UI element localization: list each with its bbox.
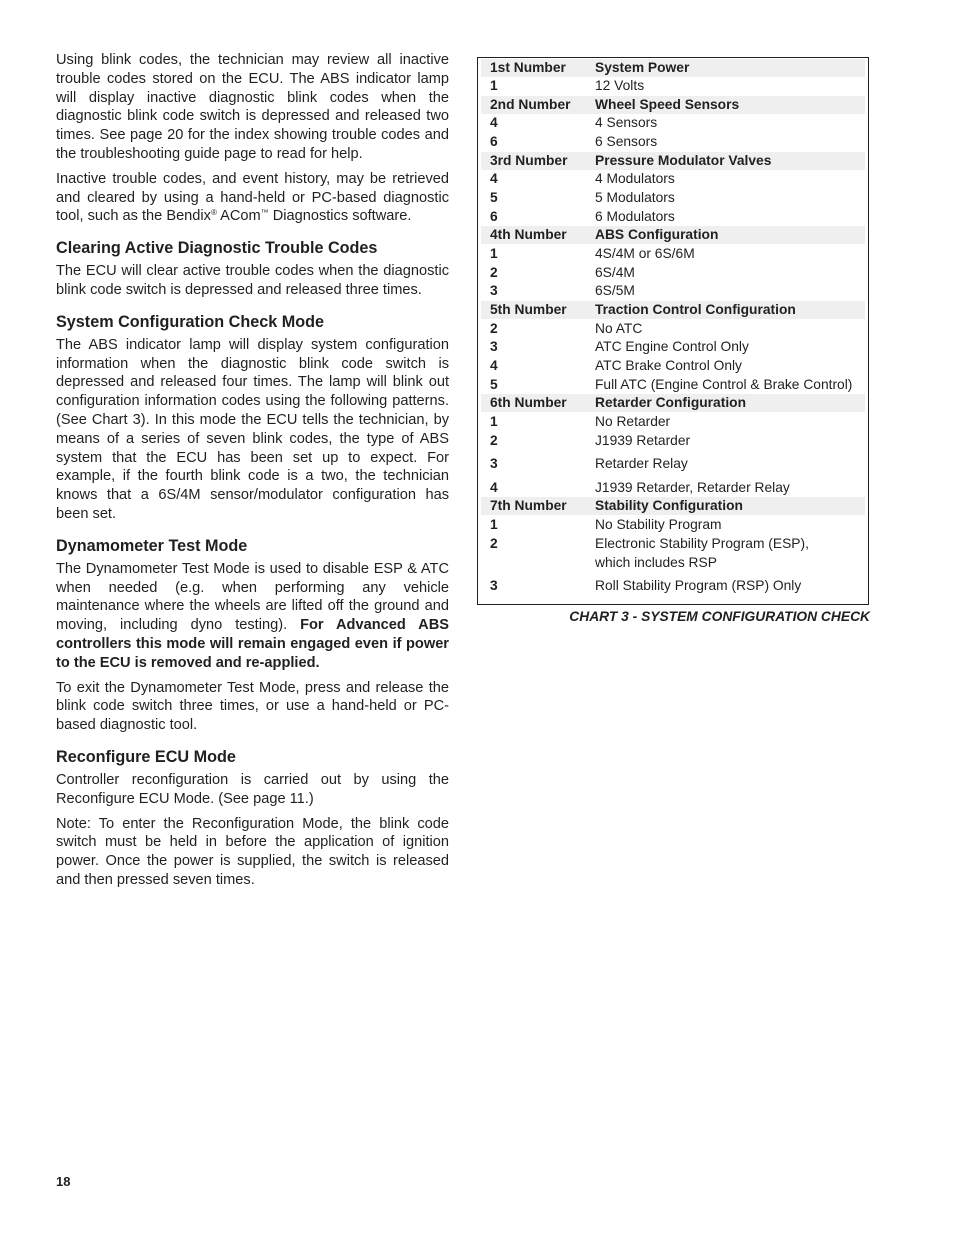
chart-code: 1 <box>490 78 498 93</box>
chart-code: 1 <box>490 414 498 429</box>
chart-row <box>481 479 865 497</box>
chart-code: 5 <box>490 377 498 392</box>
heading-clearing-codes: Clearing Active Diagnostic Trouble Codes <box>56 239 378 258</box>
chart-row <box>481 376 865 394</box>
chart-description: 6 Sensors <box>595 134 658 149</box>
chart-code: 7th Number <box>490 498 567 513</box>
chart-description: 4 Modulators <box>595 171 675 186</box>
paragraph-exit-dyno: To exit the Dynamometer Test Mode, press and release the blink code switch three times, or use a hand-held or PC-based diagnostic tool. <box>56 679 449 734</box>
paragraph-dyno-test <box>56 560 449 673</box>
chart-section-header <box>481 152 865 170</box>
paragraph-text: The Dynamometer Test Mode is used to disable ESP & ATC when needed (e.g. when performing any vehicle maintenance where the wheels are lifted off the ground and moving, including dyno testing). <box>56 560 449 634</box>
chart-code: 6 <box>490 209 498 224</box>
chart-code: 6 <box>490 134 498 149</box>
chart-description: Pressure Modulator Valves <box>595 153 772 168</box>
chart-row <box>481 264 865 282</box>
paragraph-warning: For Advanced ABS controllers this mode will remain engaged even if power to the ECU is removed and re-applied. <box>56 617 449 671</box>
chart-row <box>481 413 865 431</box>
chart-description: No Retarder <box>595 414 671 429</box>
chart-section-header <box>481 59 865 77</box>
chart-code: 6th Number <box>490 395 567 410</box>
chart-row <box>481 455 865 473</box>
chart-row <box>481 577 865 595</box>
chart-code: 5 <box>490 190 498 205</box>
chart-row <box>481 535 865 553</box>
chart-description: Roll Stability Program (RSP) Only <box>595 578 802 593</box>
chart-row <box>481 77 865 95</box>
chart-section-header <box>481 96 865 114</box>
chart-code: 3rd Number <box>490 153 568 168</box>
chart-description: 6 Modulators <box>595 209 675 224</box>
chart-description: which includes RSP <box>595 555 717 570</box>
chart-code: 5th Number <box>490 302 567 317</box>
chart-section-header <box>481 497 865 515</box>
chart-description: J1939 Retarder, Retarder Relay <box>595 480 790 495</box>
chart-row <box>481 554 865 572</box>
chart-section-header <box>481 226 865 244</box>
paragraph-system-config: The ABS indicator lamp will display system configuration information when the diagnostic blink code switch is depressed and released four times. The lamp will blink out configuration information codes using the following patterns. (See Chart 3). In this mode the ECU tells the technician, by means of a series of seven blink codes, the type of ABS system that the ECU has been set up to expect. For example, if the fourth blink code is a two, the technician knows that a 6S/4M sensor/modulator configuration has been set. <box>56 336 449 522</box>
heading-reconfigure: Reconfigure ECU Mode <box>56 747 236 766</box>
chart-row <box>481 245 865 263</box>
registered-mark: ® <box>210 208 217 218</box>
heading-system-config: System Configuration Check Mode <box>56 312 325 331</box>
chart-code: 2 <box>490 536 498 551</box>
chart-code: 4th Number <box>490 227 567 242</box>
paragraph-inactive-codes <box>56 170 449 226</box>
chart-section-header <box>481 394 865 412</box>
paragraph-text: Inactive trouble codes, and event history, may be retrieved and cleared by using a hand-held or PC-based diagnostic tool, such as the Bendix <box>56 170 449 225</box>
paragraph-text: ACom <box>216 208 261 225</box>
chart-code: 2 <box>490 433 498 448</box>
paragraph-clearing-codes: The ECU will clear active trouble codes when the diagnostic blink code switch is depressed and released three times. <box>56 263 449 298</box>
chart-code: 2nd Number <box>490 97 571 112</box>
chart-code: 4 <box>490 480 498 495</box>
paragraph-blink-codes: Using blink codes, the technician may review all inactive trouble codes stored on the ECU. The ABS indicator lamp will display inactive diagnostic blink codes when the diagnostic blink code switch is depressed and released two times. See page 20 for the index showing trouble codes and the troubleshooting guide page to read for help. <box>56 52 449 162</box>
chart-row <box>481 282 865 300</box>
chart-row <box>481 432 865 450</box>
chart-row <box>481 516 865 534</box>
chart-code: 2 <box>490 321 498 336</box>
chart-caption: CHART 3 - SYSTEM CONFIGURATION CHECK <box>569 609 870 624</box>
chart-description: ABS Configuration <box>595 227 719 242</box>
chart-row <box>481 208 865 226</box>
chart-code: 3 <box>490 456 498 471</box>
page-number: 18 <box>56 1174 71 1189</box>
chart-code: 3 <box>490 339 498 354</box>
chart-row <box>481 189 865 207</box>
chart-description: System Power <box>595 60 690 75</box>
chart-code: 1 <box>490 246 498 261</box>
body-text-column <box>56 51 449 896</box>
heading-dyno-test: Dynamometer Test Mode <box>56 536 248 555</box>
trademark-mark: ™ <box>260 208 269 218</box>
chart-code: 4 <box>490 358 498 373</box>
chart-description: 12 Volts <box>595 78 645 93</box>
chart-description: 6S/4M <box>595 265 635 280</box>
chart-description: ATC Brake Control Only <box>595 358 742 373</box>
chart-row <box>481 133 865 151</box>
chart-description: Stability Configuration <box>595 498 743 513</box>
chart-description: ATC Engine Control Only <box>595 339 749 354</box>
system-configuration-chart <box>477 57 869 605</box>
chart-description: Traction Control Configuration <box>595 302 796 317</box>
chart-description: 4S/4M or 6S/6M <box>595 246 695 261</box>
chart-code: 1st Number <box>490 60 566 75</box>
chart-row <box>481 338 865 356</box>
chart-row <box>481 320 865 338</box>
chart-code: 1 <box>490 517 498 532</box>
chart-row <box>481 114 865 132</box>
chart-row <box>481 170 865 188</box>
paragraph-note: Note: To enter the Reconfiguration Mode, the blink code switch must be held in before the application of ignition power. Once the power is supplied, the switch is released and then pressed seven times. <box>56 815 449 888</box>
chart-code: 3 <box>490 578 498 593</box>
chart-description: No Stability Program <box>595 517 722 532</box>
chart-description: J1939 Retarder <box>595 433 691 448</box>
chart-row <box>481 357 865 375</box>
chart-code: 2 <box>490 265 498 280</box>
paragraph-text: Diagnostics software. <box>268 208 412 225</box>
chart-description: Wheel Speed Sensors <box>595 97 740 112</box>
chart-description: Full ATC (Engine Control & Brake Control) <box>595 377 853 392</box>
chart-code: 4 <box>490 171 498 186</box>
chart-section-header <box>481 301 865 319</box>
chart-description: 5 Modulators <box>595 190 675 205</box>
chart-description: 4 Sensors <box>595 115 658 130</box>
chart-description: 6S/5M <box>595 283 635 298</box>
chart-code: 4 <box>490 115 498 130</box>
chart-description: Retarder Relay <box>595 456 688 471</box>
paragraph-reconfigure: Controller reconfiguration is carried out by using the Reconfigure ECU Mode. (See page 11.) <box>56 771 449 807</box>
chart-code: 3 <box>490 283 498 298</box>
chart-description: Electronic Stability Program (ESP), <box>595 536 809 551</box>
chart-description: No ATC <box>595 321 643 336</box>
chart-description: Retarder Configuration <box>595 395 747 410</box>
